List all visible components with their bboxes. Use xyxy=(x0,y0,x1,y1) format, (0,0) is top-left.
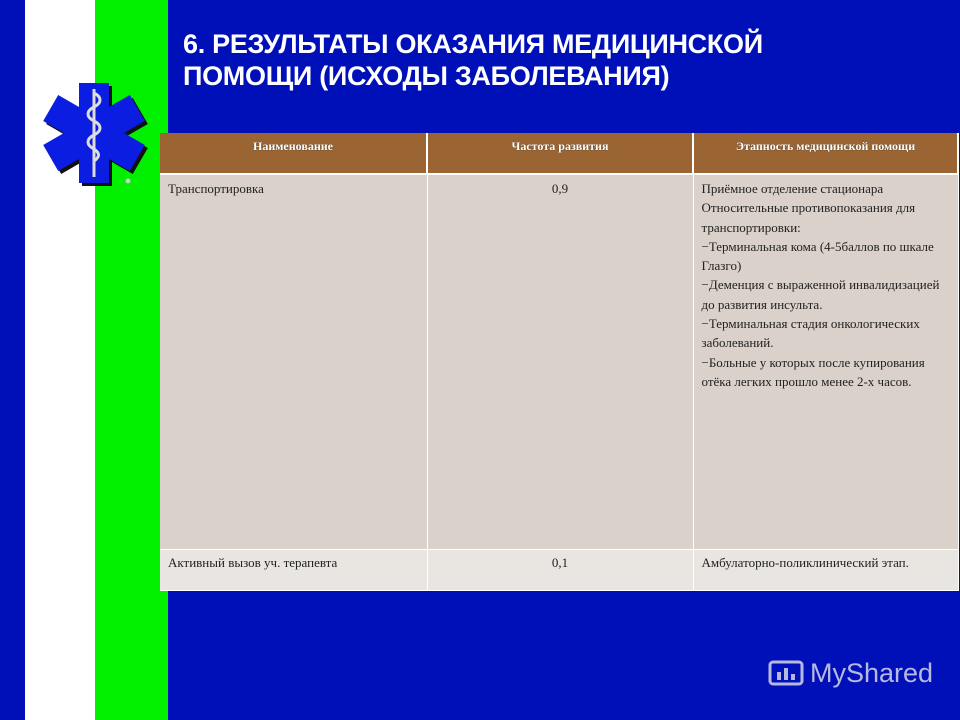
table-header-row xyxy=(160,133,958,174)
header-frequency: Частота развития xyxy=(427,133,693,174)
cell-name: Транспортировка xyxy=(160,174,427,549)
stage-line: −Больные у которых после купирования отёка легких прошло менее 2-х часов. xyxy=(701,354,925,389)
cell-stage xyxy=(693,174,958,549)
stage-line: Приёмное отделение стационара xyxy=(701,181,884,196)
header-stage: Этапность медицинской помощи xyxy=(693,133,958,174)
stage-line: −Деменция с выраженной инвалидизацией до развития инсульта. xyxy=(701,277,940,312)
slide-title xyxy=(183,28,923,92)
watermark-text: MyShared xyxy=(810,657,934,688)
stage-line: −Терминальная кома (4-5баллов по шкале Глазго) xyxy=(701,238,934,274)
star-of-life-icon xyxy=(38,78,150,188)
stage-line: Относительные противопоказания для транспортировки: xyxy=(701,200,916,235)
myshared-logo-icon xyxy=(768,656,804,690)
table-row xyxy=(160,549,958,590)
stage-line: −Терминальная стадия онкологических заболеваний. xyxy=(701,316,920,351)
outcomes-table xyxy=(160,133,959,591)
title-line-1: 6. РЕЗУЛЬТАТЫ ОКАЗАНИЯ МЕДИЦИНСКОЙ xyxy=(183,29,763,59)
title-line-2: ПОМОЩИ (ИСХОДЫ ЗАБОЛЕВАНИЯ) xyxy=(183,61,670,91)
cell-name: Активный вызов уч. терапевта xyxy=(160,549,427,590)
watermark xyxy=(768,656,933,690)
cell-stage: Амбулаторно-поликлинический этап. xyxy=(693,549,958,590)
header-name: Наименование xyxy=(160,133,427,174)
cell-frequency: 0,1 xyxy=(427,549,693,590)
left-blue-stripe xyxy=(0,0,25,720)
table-row xyxy=(160,174,958,549)
cell-frequency: 0,9 xyxy=(427,174,693,549)
